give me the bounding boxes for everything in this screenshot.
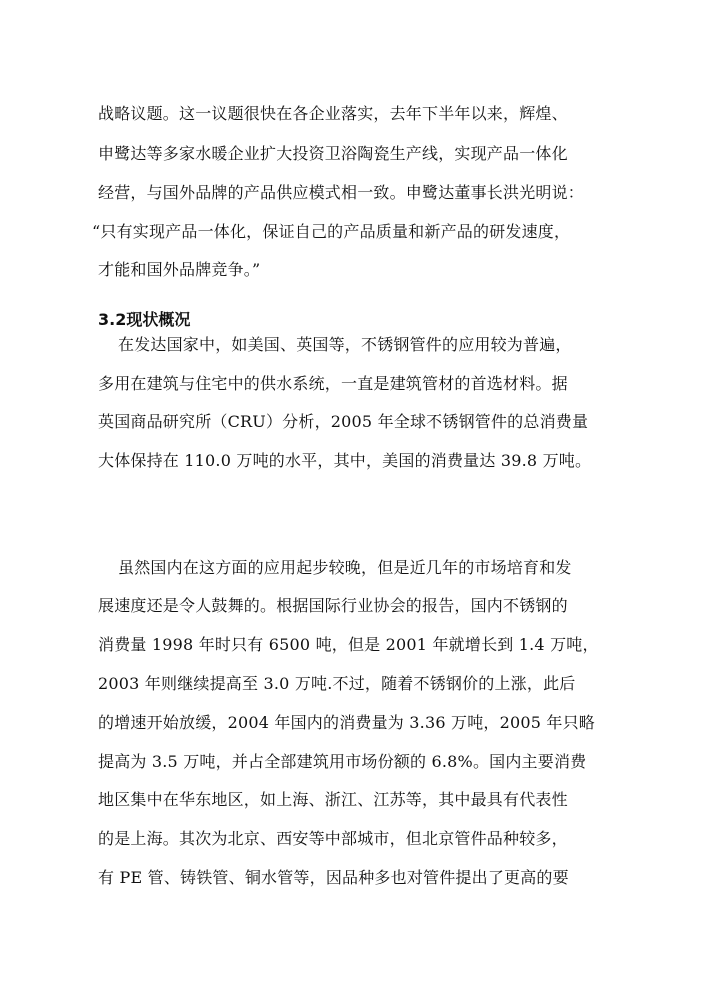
paragraph-1-line-4: “只有实现产品一体化，保证自己的产品质量和新产品的研发速度，	[92, 222, 571, 241]
paragraph-1-line-5: 才能和国外品牌竞争。”	[98, 260, 261, 279]
paragraph-2-line-3: 英国商品研究所（CRU）分析，2005 年全球不锈钢管件的总消费量	[98, 412, 589, 431]
paragraph-1-line-1: 战略议题。这一议题很快在各企业落实，去年下半年以来，辉煌、	[98, 104, 568, 123]
paragraph-3-line-9: 有 PE 管、铸铁管、铜水管等，因品种多也对管件提出了更高的要	[98, 868, 569, 887]
paragraph-2-line-2: 多用在建筑与住宅中的供水系统，一直是建筑管材的首选材料。据	[98, 374, 568, 393]
paragraph-3-line-3: 消费量 1998 年时只有 6500 吨，但是 2001 年就增长到 1.4 万吨，	[98, 635, 599, 654]
paragraph-3-line-8: 的是上海。其次为北京、西安等中部城市，但北京管件品种较多，	[98, 829, 568, 848]
paragraph-2-line-1: 在发达国家中，如美国、英国等，不锈钢管件的应用较为普遍，	[118, 335, 572, 354]
paragraph-3-line-1: 虽然国内在这方面的应用起步较晚，但是近几年的市场培育和发	[118, 558, 572, 577]
paragraph-3-line-6: 提高为 3.5 万吨，并占全部建筑用市场份额的 6.8%。国内主要消费	[98, 752, 587, 771]
paragraph-3-line-2: 展速度还是令人鼓舞的。根据国际行业协会的报告，国内不锈钢的	[98, 596, 568, 615]
paragraph-3-line-5: 的增速开始放缓，2004 年国内的消费量为 3.36 万吨，2005 年只略	[98, 713, 596, 732]
paragraph-1-line-3: 经营，与国外品牌的产品供应模式相一致。申鹭达董事长洪光明说：	[98, 183, 585, 202]
paragraph-1-line-2: 申鹭达等多家水暖企业扩大投资卫浴陶瓷生产线，实现产品一体化	[98, 144, 568, 163]
paragraph-2-line-4: 大体保持在 110.0 万吨的水平，其中，美国的消费量达 39.8 万吨。	[98, 451, 592, 470]
paragraph-3-line-4: 2003 年则继续提高至 3.0 万吨.不过，随着不锈钢价的上涨，此后	[98, 674, 576, 693]
paragraph-3-line-7: 地区集中在华东地区，如上海、浙江、江苏等，其中最具有代表性	[98, 790, 568, 809]
section-heading: 3.2现状概况	[98, 310, 191, 329]
